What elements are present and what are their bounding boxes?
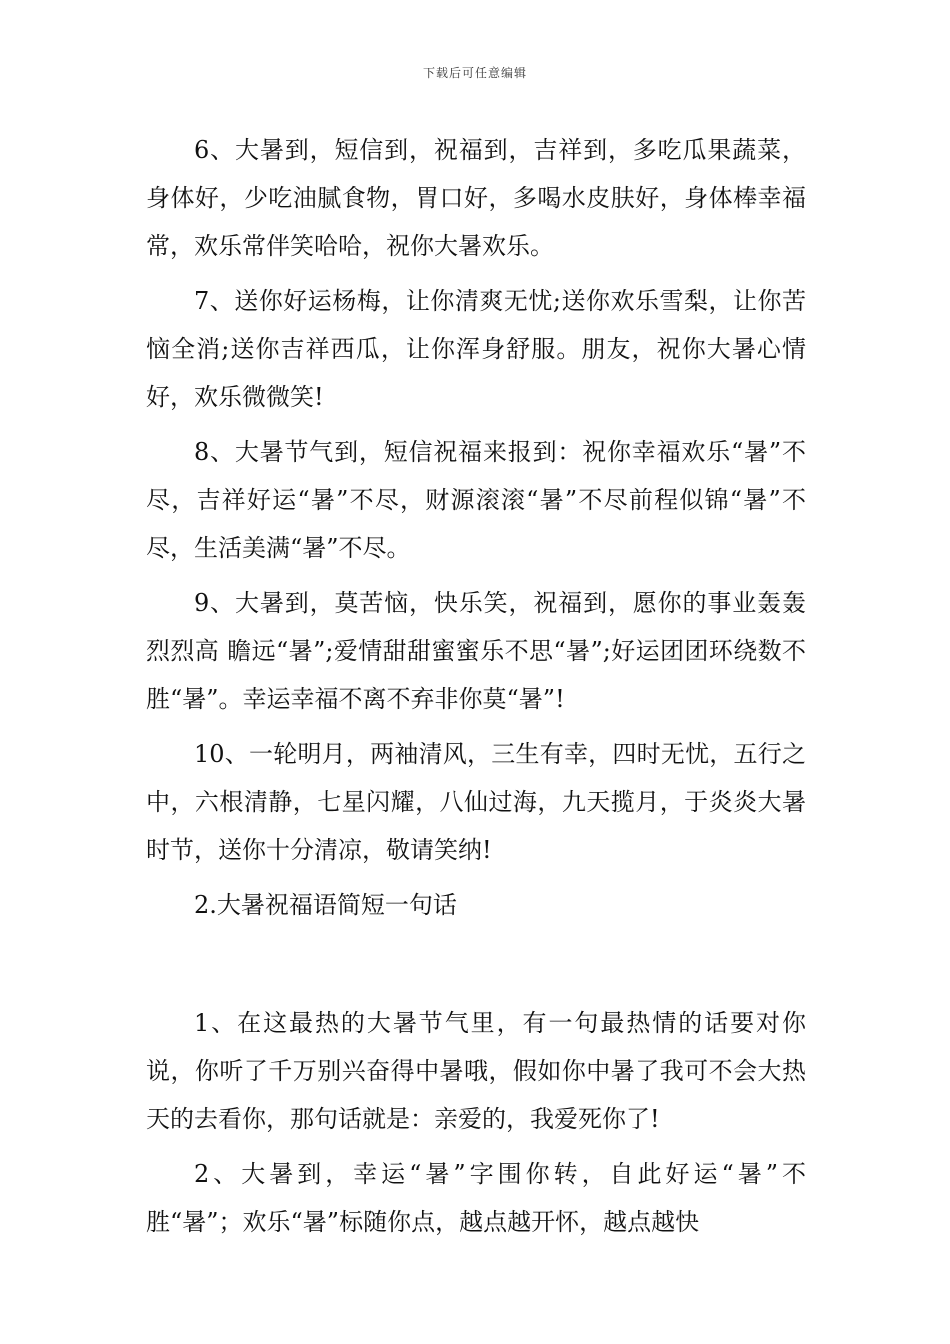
paragraph-7: 7、送你好运杨梅，让你清爽无忧;送你欢乐雪梨，让你苦恼全消;送你吉祥西瓜，让你浑身舒服。朋友，祝你大暑心情好，欢乐微微笑! (146, 287, 806, 411)
paragraph-8: 8、大暑节气到，短信祝福来报到：祝你幸福欢乐“暑”不尽，吉祥好运“暑”不尽，财源滚滚“暑”不尽前程似锦“暑”不尽，生活美满“暑”不尽。 (146, 438, 806, 562)
section-heading: 2.大暑祝福语简短一句话 (194, 891, 457, 919)
document-body (146, 126, 806, 1253)
paragraph-10: 10、一轮明月，两袖清风，三生有幸，四时无忧，五行之中，六根清静，七星闪耀，八仙过海，九天揽月，于炎炎大暑时节，送你十分清凉，敬请笑纳! (146, 740, 806, 864)
paragraph-6: 6、大暑到，短信到，祝福到，吉祥到，多吃瓜果蔬菜，身体好，少吃油腻食物，胃口好，多喝水皮肤好，身体棒幸福常，欢乐常伴笑哈哈，祝你大暑欢乐。 (146, 136, 806, 260)
paragraph-2: 2、大暑到，幸运“暑”字围你转，自此好运“暑”不胜“暑”；欢乐“暑”标随你点，越点越开怀，越点越快 (146, 1160, 806, 1236)
paragraph-1: 1、在这最热的大暑节气里，有一句最热情的话要对你说，你听了千万别兴奋得中暑哦，假如你中暑了我可不会大热天的去看你，那句话就是：亲爱的，我爱死你了! (146, 1009, 806, 1133)
paragraph-9: 9、大暑到，莫苦恼，快乐笑，祝福到，愿你的事业轰轰烈烈高 瞻远“暑”;爱情甜甜蜜蜜乐不思“暑”;好运团团环绕数不胜“暑”。幸运幸福不离不弃非你莫“暑”! (146, 589, 806, 713)
section-spacer (146, 929, 806, 999)
page-header-note: 下载后可任意编辑 (422, 66, 527, 80)
